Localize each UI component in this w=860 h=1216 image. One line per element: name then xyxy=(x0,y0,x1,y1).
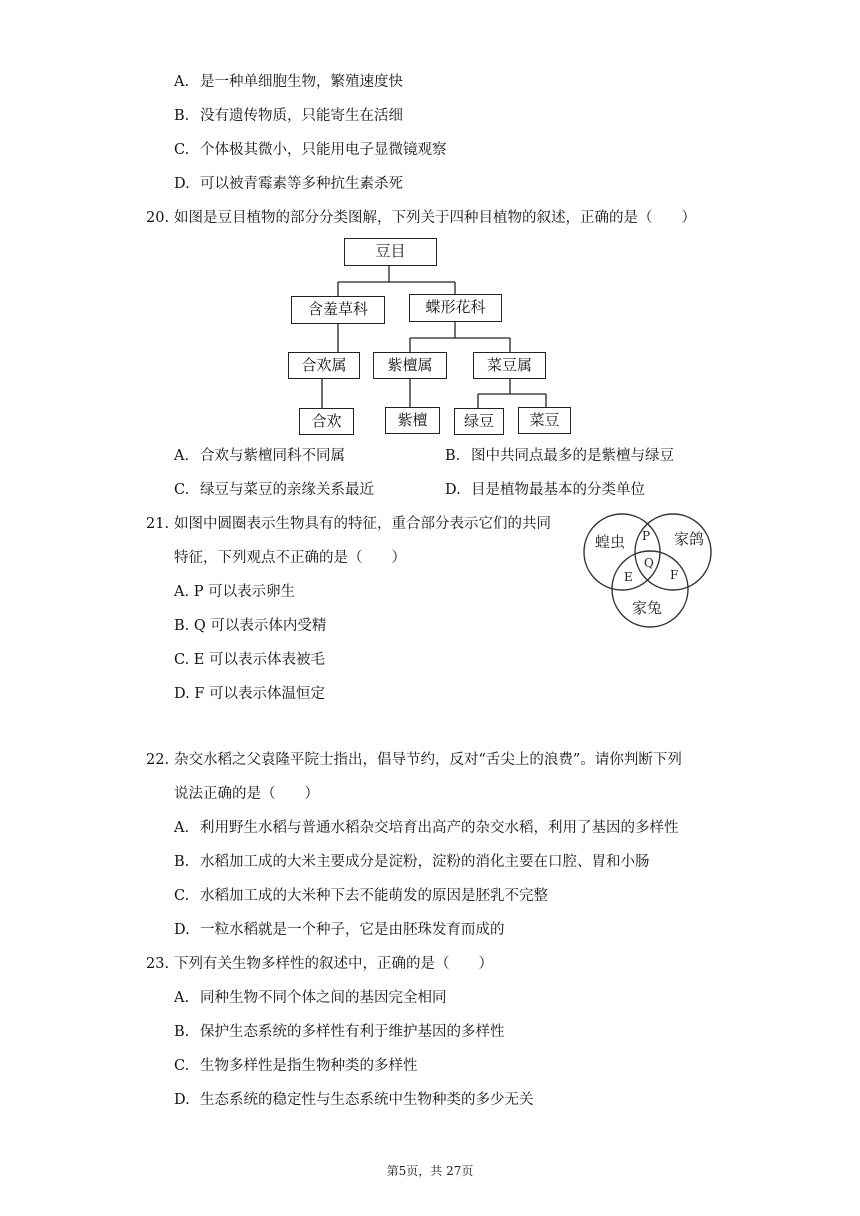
venn-label-locust: 蝗虫 xyxy=(595,533,626,551)
venn-label-rabbit: 家兔 xyxy=(632,599,663,617)
q23-number: 23. xyxy=(146,956,170,972)
venn-region-q: Q xyxy=(644,556,654,570)
tree-node-family-1: 含羞草科 xyxy=(291,296,385,324)
tree-node-genus-3: 菜豆属 xyxy=(473,352,546,379)
q22-option-a: A. 利用野生水稻与普通水稻杂交培育出高产的杂交水稻，利用了基因的多样性 xyxy=(174,820,679,836)
tree-node-order: 豆目 xyxy=(344,238,437,266)
q23-option-d: D. 生态系统的稳定性与生态系统中生物种类的多少无关 xyxy=(174,1092,534,1108)
venn-label-pigeon: 家鸽 xyxy=(674,530,705,548)
tree-node-species-3: 绿豆 xyxy=(454,408,504,435)
q23-option-c: C. 生物多样性是指生物种类的多样性 xyxy=(174,1058,418,1074)
q22-option-b: B. 水稻加工成的大米主要成分是淀粉，淀粉的消化主要在口腔、胃和小肠 xyxy=(174,854,650,870)
q21-option-a: A. P 可以表示卵生 xyxy=(174,584,296,600)
venn-region-p: P xyxy=(642,529,651,543)
q21-option-c: C. E 可以表示体表被毛 xyxy=(174,652,325,668)
q20-option-d: D. 目是植物最基本的分类单位 xyxy=(445,482,645,498)
q21-option-d: D. F 可以表示体温恒定 xyxy=(174,686,325,702)
q21-stem-line-1: 如图中圆圈表示生物具有的特征，重合部分表示它们的共同 xyxy=(174,516,551,532)
venn-region-e: E xyxy=(624,570,633,584)
q22-stem-line-1: 杂交水稻之父袁隆平院士指出，倡导节约，反对“舌尖上的浪费”。请你判断下列 xyxy=(174,752,682,768)
q20-option-b: B. 图中共同点最多的是紫檀与绿豆 xyxy=(445,448,674,464)
venn-diagram xyxy=(580,500,720,634)
page-footer: 第5页，共 27页 xyxy=(386,1164,474,1178)
q22-number: 22. xyxy=(146,752,170,768)
q20-number: 20. xyxy=(146,210,170,226)
venn-circle-locust xyxy=(584,514,660,590)
tree-node-genus-1: 合欢属 xyxy=(288,352,360,379)
q21-stem-line-2: 特征，下列观点不正确的是（ ） xyxy=(174,550,406,566)
tree-node-family-2: 蝶形花科 xyxy=(409,294,502,322)
q20-stem: 如图是豆目植物的部分分类图解，下列关于四种目植物的叙述，正确的是（ ） xyxy=(174,210,696,226)
q23-option-b: B. 保护生态系统的多样性有利于维护基因的多样性 xyxy=(174,1024,505,1040)
venn-region-f: F xyxy=(670,568,679,582)
q19-option-d: D. 可以被青霉素等多种抗生素杀死 xyxy=(174,176,403,192)
q20-option-a: A. 合欢与紫檀同科不同属 xyxy=(174,448,345,464)
q19-option-c: C. 个体极其微小，只能用电子显微镜观察 xyxy=(174,142,447,158)
q21-option-b: B. Q 可以表示体内受精 xyxy=(174,618,327,634)
q23-option-a: A. 同种生物不同个体之间的基因完全相同 xyxy=(174,990,447,1006)
q19-option-a: A. 是一种单细胞生物，繁殖速度快 xyxy=(174,74,403,90)
q22-option-c: C. 水稻加工成的大米种下去不能萌发的原因是胚乳不完整 xyxy=(174,888,548,904)
q22-option-d: D. 一粒水稻就是一个种子，它是由胚珠发育而成的 xyxy=(174,922,505,938)
q20-option-c: C. 绿豆与菜豆的亲缘关系最近 xyxy=(174,482,374,498)
tree-node-genus-2: 紫檀属 xyxy=(373,352,447,379)
tree-node-species-4: 菜豆 xyxy=(518,407,571,434)
q19-option-b: B. 没有遗传物质，只能寄生在活细 xyxy=(174,108,403,124)
q22-stem-line-2: 说法正确的是（ ） xyxy=(174,786,319,802)
tree-node-species-1: 合欢 xyxy=(299,408,354,435)
q23-stem: 下列有关生物多样性的叙述中，正确的是（ ） xyxy=(174,956,493,972)
q21-number: 21. xyxy=(146,516,170,532)
tree-node-species-2: 紫檀 xyxy=(385,407,440,434)
